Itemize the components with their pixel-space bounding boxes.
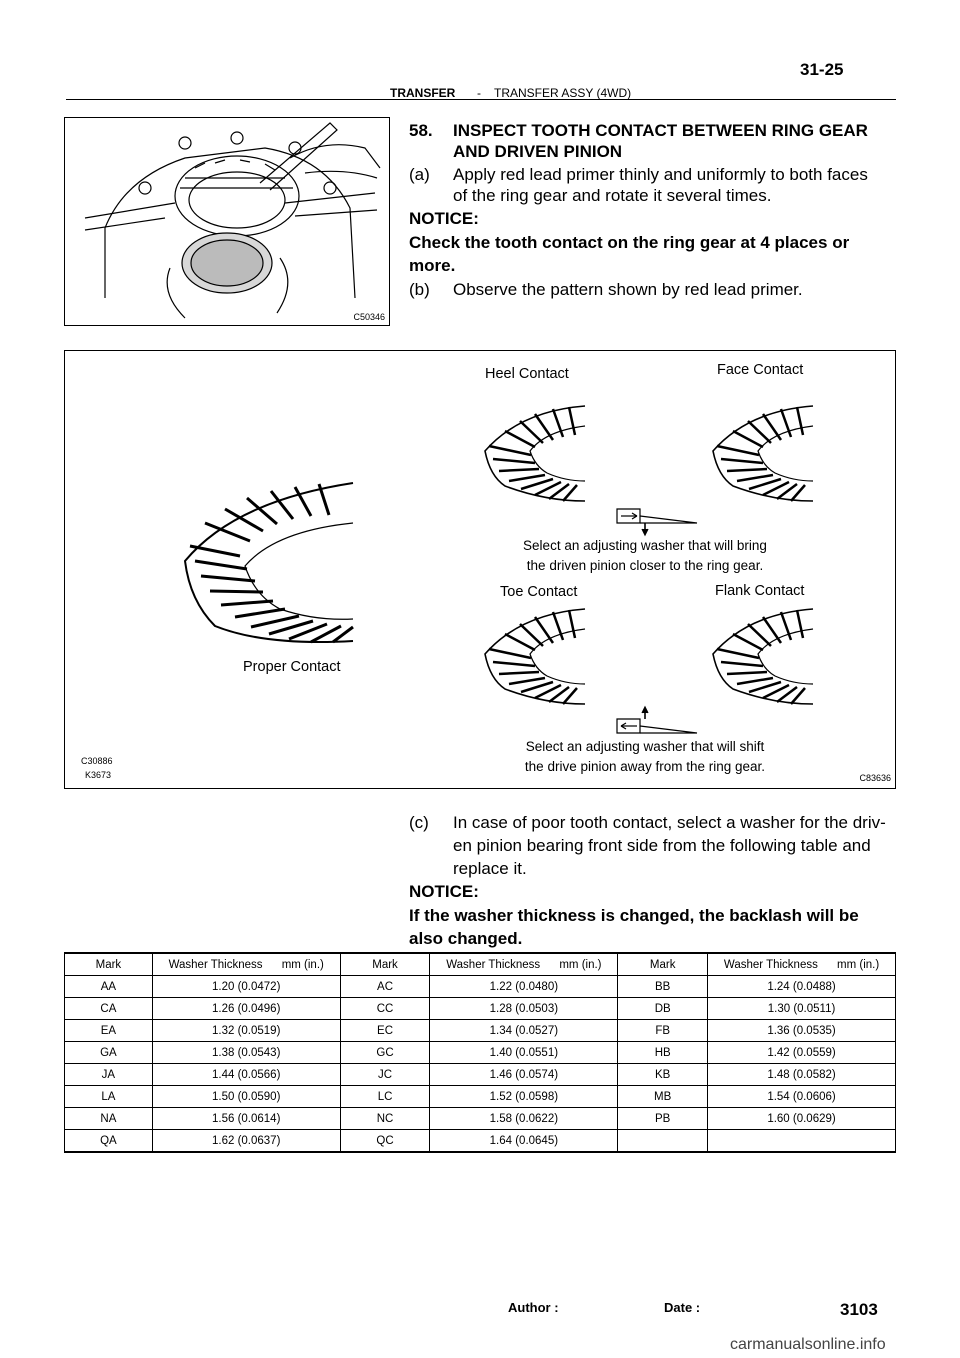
notice2-line2: also changed. <box>409 929 523 948</box>
table-header: Mark <box>65 953 153 976</box>
page-reference: 31-25 <box>800 60 844 79</box>
table-cell: 1.34 (0.0527) <box>430 1020 618 1042</box>
table-cell: 1.44 (0.0566) <box>152 1064 340 1086</box>
notice2-label: NOTICE: <box>409 882 479 901</box>
table-cell: CC <box>340 998 430 1020</box>
subsection-title: TRANSFER ASSY (4WD) <box>494 86 632 100</box>
toe-contact-gear <box>485 609 585 704</box>
table-cell: DB <box>618 998 708 1020</box>
figure2-code1: C30886 <box>81 756 113 766</box>
table-cell <box>618 1130 708 1153</box>
header-separator: - <box>477 86 481 100</box>
step-title-line2: AND DRIVEN PINION <box>453 142 623 161</box>
page-number: 3103 <box>840 1300 878 1319</box>
table-cell: HB <box>618 1042 708 1064</box>
caption-move-toward-line1: Select an adjusting washer that will bring <box>523 538 767 553</box>
table-cell: 1.20 (0.0472) <box>152 976 340 998</box>
heel-contact-label: Heel Contact <box>485 366 569 382</box>
table-cell: QA <box>65 1130 153 1153</box>
date-label: Date : <box>664 1300 701 1315</box>
table-row <box>65 1108 896 1130</box>
step-c-line2: en pinion bearing front side from the following table and <box>453 836 871 855</box>
table-cell: 1.40 (0.0551) <box>430 1042 618 1064</box>
flank-contact-label: Flank Contact <box>715 583 805 599</box>
table-cell: PB <box>618 1108 708 1130</box>
table-cell: 1.30 (0.0511) <box>708 998 896 1020</box>
step-b-text: Observe the pattern shown by red lead primer. <box>453 280 803 299</box>
table-cell: GA <box>65 1042 153 1064</box>
step-b-label: (b) <box>409 280 430 299</box>
table-cell: 1.32 (0.0519) <box>152 1020 340 1042</box>
table-cell: 1.56 (0.0614) <box>152 1108 340 1130</box>
table-cell: BB <box>618 976 708 998</box>
table-cell: GC <box>340 1042 430 1064</box>
step-c-line1: In case of poor tooth contact, select a washer for the driv- <box>453 813 886 832</box>
table-header: Mark <box>618 953 708 976</box>
table-row <box>65 1020 896 1042</box>
table-cell: FB <box>618 1020 708 1042</box>
notice1-label: NOTICE: <box>409 209 479 228</box>
table-cell: 1.26 (0.0496) <box>152 998 340 1020</box>
step-a-line2: of the ring gear and rotate it several times. <box>453 186 772 205</box>
table-cell: 1.42 (0.0559) <box>708 1042 896 1064</box>
step-a-label: (a) <box>409 165 430 184</box>
table-row <box>65 998 896 1020</box>
table-header: Washer Thickness mm (in.) <box>152 953 340 976</box>
table-cell: JA <box>65 1064 153 1086</box>
table-row <box>65 1130 896 1153</box>
table-cell <box>708 1130 896 1153</box>
table-cell: KB <box>618 1064 708 1086</box>
section-title: TRANSFER <box>390 86 456 100</box>
table-row <box>65 976 896 998</box>
pinion-move-toward-icon <box>617 509 697 535</box>
washer-thickness-table <box>64 952 896 1153</box>
table-cell: MB <box>618 1086 708 1108</box>
face-contact-label: Face Contact <box>717 362 804 378</box>
table-cell: 1.58 (0.0622) <box>430 1108 618 1130</box>
table-row <box>65 1086 896 1108</box>
table-cell: 1.36 (0.0535) <box>708 1020 896 1042</box>
heel-contact-gear <box>485 406 585 501</box>
ring-gear-inspection-illustration <box>65 118 388 324</box>
caption-move-away-line1: Select an adjusting washer that will shift <box>525 739 765 754</box>
notice2-line1: If the washer thickness is changed, the backlash will be <box>409 906 859 925</box>
table-cell: 1.50 (0.0590) <box>152 1086 340 1108</box>
table-header-row <box>65 953 896 976</box>
flank-contact-gear <box>713 609 813 704</box>
header-rule <box>66 99 896 100</box>
table-header: Washer Thickness mm (in.) <box>430 953 618 976</box>
table-cell: EC <box>340 1020 430 1042</box>
figure-tooth-contact-patterns <box>64 350 896 789</box>
table-cell: 1.48 (0.0582) <box>708 1064 896 1086</box>
proper-contact-label: Proper Contact <box>243 659 341 675</box>
pinion-move-away-icon <box>617 707 697 733</box>
table-cell: 1.60 (0.0629) <box>708 1108 896 1130</box>
face-contact-gear <box>713 406 813 501</box>
caption-move-toward-line2: the driven pinion closer to the ring gear. <box>526 558 764 573</box>
notice1-line2: more. <box>409 256 456 275</box>
watermark: carmanualsonline.info <box>730 1336 886 1353</box>
table-cell: 1.62 (0.0637) <box>152 1130 340 1153</box>
table-cell: 1.52 (0.0598) <box>430 1086 618 1108</box>
figure1-code: C50346 <box>353 312 385 322</box>
table-cell: 1.24 (0.0488) <box>708 976 896 998</box>
table-row <box>65 1042 896 1064</box>
table-cell: LC <box>340 1086 430 1108</box>
table-cell: NA <box>65 1108 153 1130</box>
table-cell: 1.22 (0.0480) <box>430 976 618 998</box>
table-cell: 1.38 (0.0543) <box>152 1042 340 1064</box>
table-header: Mark <box>340 953 430 976</box>
step-a-line1: Apply red lead primer thinly and uniformly to both faces <box>453 165 868 184</box>
table-cell: EA <box>65 1020 153 1042</box>
table-cell: 1.28 (0.0503) <box>430 998 618 1020</box>
notice1-line1: Check the tooth contact on the ring gear at 4 places or <box>409 233 850 252</box>
table-cell: JC <box>340 1064 430 1086</box>
table-cell: NC <box>340 1108 430 1130</box>
toe-contact-label: Toe Contact <box>500 584 578 600</box>
figure-inspection-photo <box>64 117 390 326</box>
table-cell: CA <box>65 998 153 1020</box>
step-c-label: (c) <box>409 813 429 832</box>
table-cell: 1.46 (0.0574) <box>430 1064 618 1086</box>
figure2-code3: C83636 <box>859 773 891 783</box>
step-c-line3: replace it. <box>453 859 527 878</box>
table-cell: AC <box>340 976 430 998</box>
step-title-line1: INSPECT TOOTH CONTACT BETWEEN RING GEAR <box>453 121 868 140</box>
caption-move-away-line2: the drive pinion away from the ring gear. <box>524 759 766 774</box>
author-label: Author : <box>508 1300 559 1315</box>
proper-contact-gear <box>185 483 353 642</box>
table-cell: 1.54 (0.0606) <box>708 1086 896 1108</box>
table-cell: 1.64 (0.0645) <box>430 1130 618 1153</box>
table-cell: QC <box>340 1130 430 1153</box>
step-number: 58. <box>409 121 433 140</box>
figure2-code2: K3673 <box>85 770 112 780</box>
table-cell: LA <box>65 1086 153 1108</box>
table-cell: AA <box>65 976 153 998</box>
table-header: Washer Thickness mm (in.) <box>708 953 896 976</box>
table-row <box>65 1064 896 1086</box>
